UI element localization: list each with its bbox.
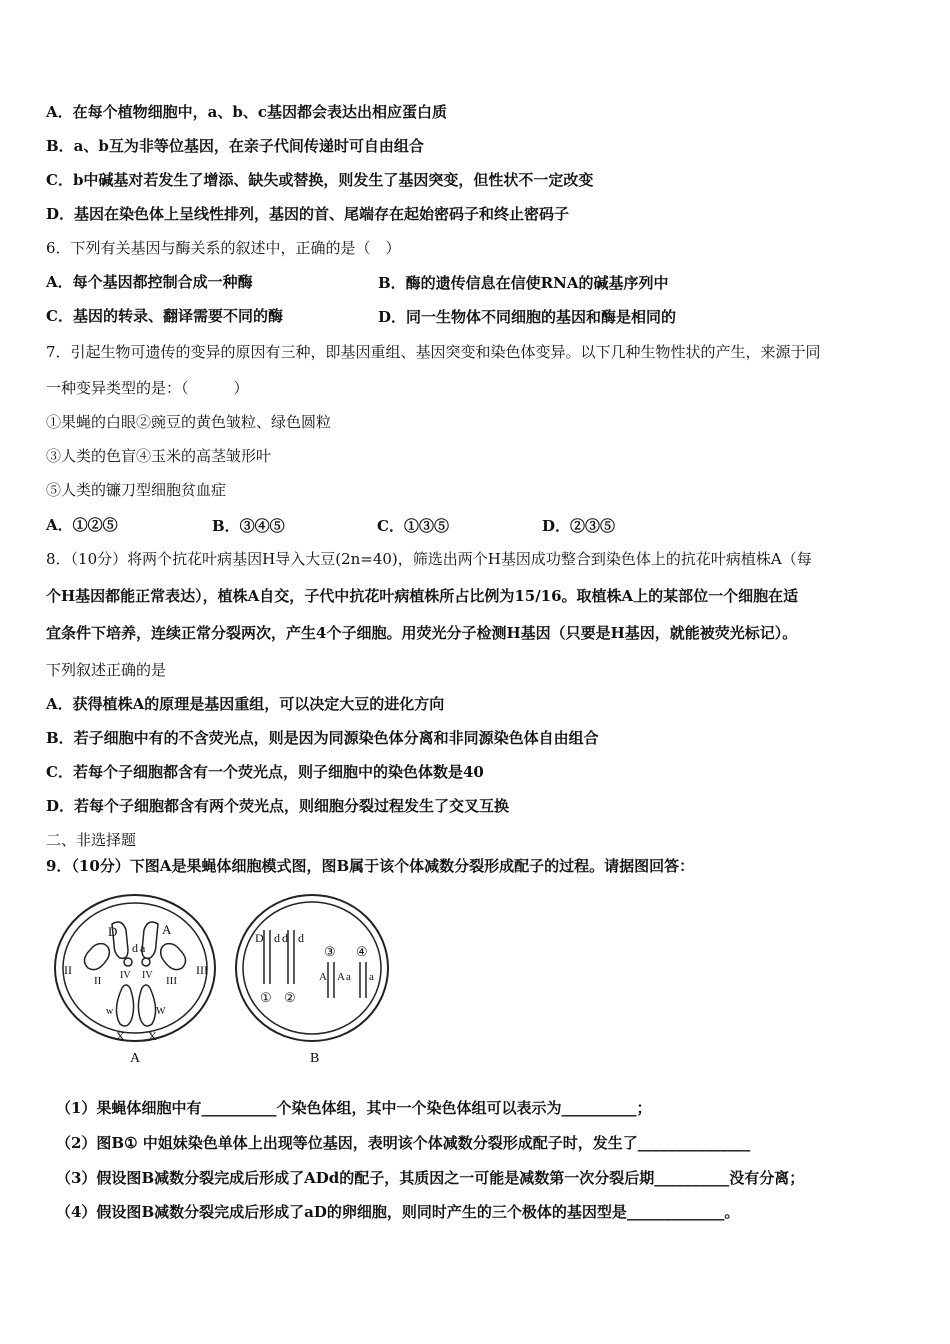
q6-option-d: D．同一生物体不同细胞的基因和酶是相同的 — [378, 308, 677, 326]
q8-option-d: D．若每个子细胞都含有两个荧光点，则细胞分裂过程发生了交叉互换 — [46, 797, 510, 815]
section-heading: 二、非选择题 — [46, 831, 137, 849]
q8-option-c: C．若每个子细胞都含有一个荧光点，则子细胞中的染色体数是40 — [46, 763, 484, 781]
label-a-w-upper: W — [156, 1006, 166, 1017]
q7-option-a: A．①②⑤ — [46, 516, 118, 534]
chromosome-x-right — [138, 985, 155, 1026]
q7-item-2: ③人类的色盲④玉米的高茎皱形叶 — [46, 447, 272, 465]
q7-item-3: ⑤人类的镰刀型细胞贫血症 — [46, 481, 227, 499]
cell-a-inner — [63, 903, 207, 1033]
q6-stem: 6．下列有关基因与酶关系的叙述中，正确的是（ ） — [46, 239, 401, 257]
label-b-d3: d — [282, 931, 288, 945]
label-a-w-lower: w — [106, 1006, 114, 1017]
q8-stem-line1: 8．（10分）将两个抗花叶病基因H导入大豆(2n=40)，筛选出两个H基因成功整合到染色体上的抗花叶病植株A（每 — [46, 550, 812, 568]
label-b-a4: a — [369, 971, 374, 983]
q5-option-a: A．在每个植物细胞中，a、b、c基因都会表达出相应蛋白质 — [46, 103, 447, 121]
q7-stem-line2: 一种变异类型的是：（ ） — [46, 379, 249, 397]
label-b-d1: D — [255, 931, 264, 945]
figure-svg — [50, 888, 390, 1066]
label-b-d2: d — [274, 931, 280, 945]
q7-option-b: B．③④⑤ — [212, 517, 285, 535]
label-a-ii-2: II — [94, 975, 102, 987]
q5-option-b: B．a、b互为非等位基因，在亲子代间传递时可自由组合 — [46, 137, 424, 155]
chromosome-iii-left — [84, 944, 109, 970]
label-a-iii-2: III — [166, 975, 177, 987]
q8-stem-line4: 下列叙述正确的是 — [46, 661, 167, 679]
label-a-d1: D — [108, 924, 118, 939]
label-a-iv-2: IV — [142, 970, 153, 981]
label-b-circle-2: ② — [284, 990, 296, 1005]
q8-stem-line2: 个H基因都能正常表达），植株A自交，子代中抗花叶病植株所占比例为15/16。取植株A上的某部位一个细胞在适 — [46, 587, 799, 605]
label-a-a1: a — [140, 941, 146, 955]
q6-option-b: B．酶的遗传信息在信使RNA的碱基序列中 — [378, 274, 669, 292]
q6-option-a: A．每个基因都控制合成一种酶 — [46, 273, 253, 291]
q8-option-b: B．若子细胞中有的不含荧光点，则是因为同源染色体分离和非同源染色体自由组合 — [46, 729, 599, 747]
q5-option-c: C．b中碱基对若发生了增添、缺失或替换，则发生了基因突变，但性状不一定改变 — [46, 171, 594, 189]
q5-option-d: D．基因在染色体上呈线性排列，基因的首、尾端存在起始密码子和终止密码子 — [46, 205, 570, 223]
label-a-x1: X — [116, 1029, 125, 1043]
label-a-ii-1: II — [64, 963, 72, 977]
label-b-circle-1: ① — [260, 990, 272, 1005]
label-a-x2: X — [148, 1029, 157, 1043]
q7-option-d: D．②③⑤ — [542, 517, 616, 535]
chromosome-iv-left — [124, 958, 132, 966]
cell-a-outer — [55, 895, 215, 1041]
fruit-fly-cell-figure — [50, 888, 390, 1066]
q8-stem-line3: 宜条件下培养，连续正常分裂两次，产生4个子细胞。用荧光分子检测H基因（只要是H基因，就能被荧光标记）。 — [46, 624, 798, 642]
label-b-a3: a — [346, 971, 351, 983]
label-a-a2: A — [162, 922, 172, 937]
label-b-d4: d — [298, 931, 304, 945]
label-b-circle-3: ③ — [324, 944, 336, 959]
q9-sub1: （1）果蝇体细胞中有__________个染色体组，其中一个染色体组可以表示为__________； — [56, 1099, 652, 1117]
q9-sub3: （3）假设图B减数分裂完成后形成了ADd的配子，其质因之一可能是减数第一次分裂后期__________没有分离； — [56, 1169, 805, 1187]
label-b-a2: A — [337, 971, 345, 983]
q7-item-1: ①果蝇的白眼②豌豆的黄色皱粒、绿色圆粒 — [46, 413, 332, 431]
label-b-circle-4: ④ — [356, 944, 368, 959]
caption-a: A — [130, 1051, 141, 1066]
chromosome-x-left — [116, 985, 133, 1026]
q8-option-a: A．获得植株A的原理是基因重组，可以决定大豆的进化方向 — [46, 695, 445, 713]
label-b-a1: A — [319, 971, 327, 983]
q7-option-c: C．①③⑤ — [377, 517, 449, 535]
q9-sub2: （2）图B① 中姐妹染色单体上出现等位基因，表明该个体减数分裂形成配子时，发生了_______________ — [56, 1134, 751, 1152]
q6-option-c: C．基因的转录、翻译需要不同的酶 — [46, 307, 283, 325]
cell-b-outer — [236, 895, 388, 1041]
chromosome-iv-right — [142, 958, 150, 966]
q9-sub4: （4）假设图B减数分裂完成后形成了aD的卵细胞，则同时产生的三个极体的基因型是_____________。 — [56, 1203, 740, 1221]
caption-b: B — [310, 1051, 320, 1066]
q7-stem-line1: 7．引起生物可遗传的变异的原因有三种，即基因重组、基因突变和染色体变异。以下几种生物性状的产生，来源于同 — [46, 343, 821, 361]
label-a-iv-1: IV — [120, 970, 131, 981]
label-a-iii-1: III — [196, 963, 208, 977]
chromosome-iii-right — [161, 944, 186, 970]
q9-stem: 9．（10分）下图A是果蝇体细胞模式图，图B属于该个体减数分裂形成配子的过程。请据图回答： — [46, 857, 695, 875]
label-a-d2: d — [132, 941, 138, 955]
